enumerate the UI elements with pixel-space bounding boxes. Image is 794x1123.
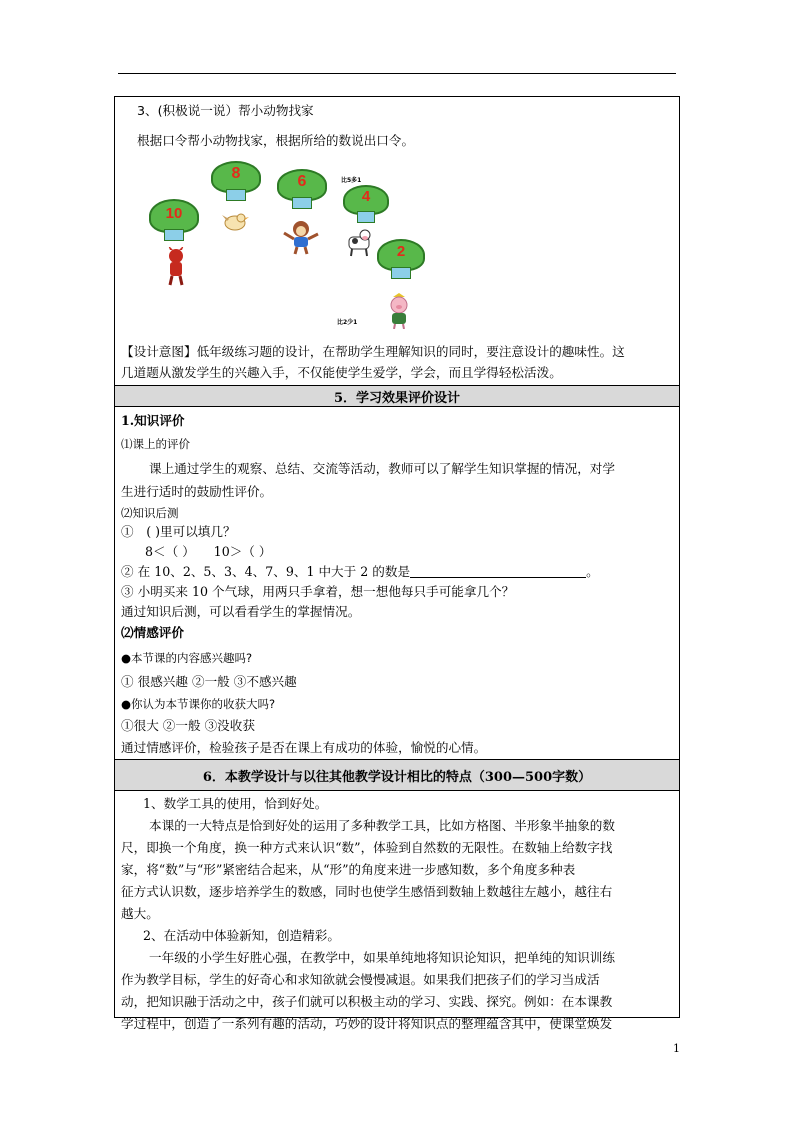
section-6-content: [115, 791, 679, 1031]
house-10: 10: [149, 199, 199, 243]
feature-2-line-2: 作为教学目标，学生的好奇心和求知欲就会慢慢减退。如果我们把孩子们的学习当成活: [121, 972, 600, 987]
house-6: 6: [277, 169, 327, 211]
question-2: ② 在 10、2、5、3、4、7、9、1 中大于 2 的数是 。: [121, 564, 599, 579]
feature-2-line-4: 学过程中，创造了一系列有趣的活动，巧妙的设计将知识点的整理蕴含其中，使课堂焕发: [121, 1016, 613, 1031]
emotion-question-1: ●本节课的内容感兴趣吗?: [121, 651, 253, 665]
class-eval-line-1: 课上通过学生的观察、总结、交流等活动，教师可以了解学生知识掌握的情况，对学: [149, 461, 615, 476]
emotion-question-1-options: ① 很感兴趣 ②一般 ③不感兴趣: [121, 674, 297, 689]
question-1: ① ( )里可以填几？: [121, 524, 236, 539]
section-5-heading: 5．学习效果评价设计: [115, 385, 679, 407]
house-8: 8: [211, 161, 261, 203]
feature-2-line-3: 动，把知识融于活动之中，孩子们就可以积极主动的学习、实践、探究。例如：在本课教: [121, 994, 613, 1009]
feature-1-title: 1、数学工具的使用，恰到好处。: [143, 796, 328, 811]
answer-blank: [410, 565, 586, 578]
feature-1-line-4: 征方式认识数，逐步培养学生的数感，同时也使学生感悟到数轴上数越往左越小，越往右: [121, 884, 613, 899]
feature-1-line-3: 家，将“数”与“形”紧密结合起来，从“形”的角度来进一步感知数，多个角度多种表: [121, 862, 576, 877]
page-number: 1: [673, 1042, 680, 1055]
post-test-summary: 通过知识后测，可以看看学生的掌握情况。: [121, 604, 361, 619]
emotion-question-2-options: ①很大 ②一般 ③没收获: [121, 718, 255, 733]
cow-animal-icon: [343, 227, 375, 257]
feature-1-line-1: 本课的一大特点是恰到好处的运用了多种教学工具，比如方格图、半形象半抽象的数: [149, 818, 615, 833]
bird-animal-icon: [221, 209, 249, 233]
design-intent-line-1: 【设计意图】低年级练习题的设计，在帮助学生理解知识的同时，要注意设计的趣味性。这: [121, 344, 625, 359]
pig-animal-icon: [385, 293, 413, 329]
section-5-content: [115, 407, 679, 759]
header-rule: [118, 73, 676, 74]
feature-2-title: 2、在活动中体验新知，创造精彩。: [143, 928, 340, 943]
caption-top: 比5多1: [341, 177, 362, 184]
devil-animal-icon: [163, 247, 189, 287]
section-6-heading: 6．本教学设计与以往其他教学设计相比的特点（300—500字数）: [115, 759, 679, 791]
emotion-summary: 通过情感评价，检验孩子是否在课上有成功的体验，愉悦的心情。: [121, 740, 487, 755]
class-eval-title: ⑴课上的评价: [121, 437, 190, 451]
caption-bottom: 比2少1: [337, 319, 358, 326]
question-1-items: 8＜（ ） 10＞（ ）: [145, 544, 272, 559]
feature-1-line-2: 尺，即换一个角度，换一种方式来认识“数”，体验到自然数的无限性。在数轴上给数字找: [121, 840, 613, 855]
activity-cell: [115, 97, 679, 387]
emotion-eval-title: ⑵情感评价: [121, 625, 184, 640]
lesson-table: [114, 96, 680, 1031]
feature-2-line-1: 一年级的小学生好胜心强，在教学中，如果单纯地将知识论知识，把单纯的知识训练: [149, 950, 615, 965]
activity-instruction: 根据口令帮小动物找家，根据所给的数说出口令。: [137, 133, 415, 148]
feature-1-line-5: 越大。: [121, 906, 159, 921]
house-2: 2: [377, 239, 425, 281]
monkey-animal-icon: [281, 219, 321, 255]
post-test-title: ⑵知识后测: [121, 506, 179, 520]
design-intent-line-2: 几道题从激发学生的兴趣入手，不仅能使学生爱学，学会，而且学得轻松活泼。: [121, 365, 562, 380]
question-3: ③ 小明买来 10 个气球，用两只手拿着，想一想他每只手可能拿几个？: [121, 584, 515, 599]
emotion-question-2: ●你认为本节课你的收获大吗?: [121, 697, 276, 711]
knowledge-eval-title: 1.知识评价: [121, 413, 185, 428]
house-4: 4: [343, 185, 389, 225]
class-eval-line-2: 生进行适时的鼓励性评价。: [121, 484, 273, 499]
activity-title: 3、(积极说一说）帮小动物找家: [137, 103, 314, 118]
